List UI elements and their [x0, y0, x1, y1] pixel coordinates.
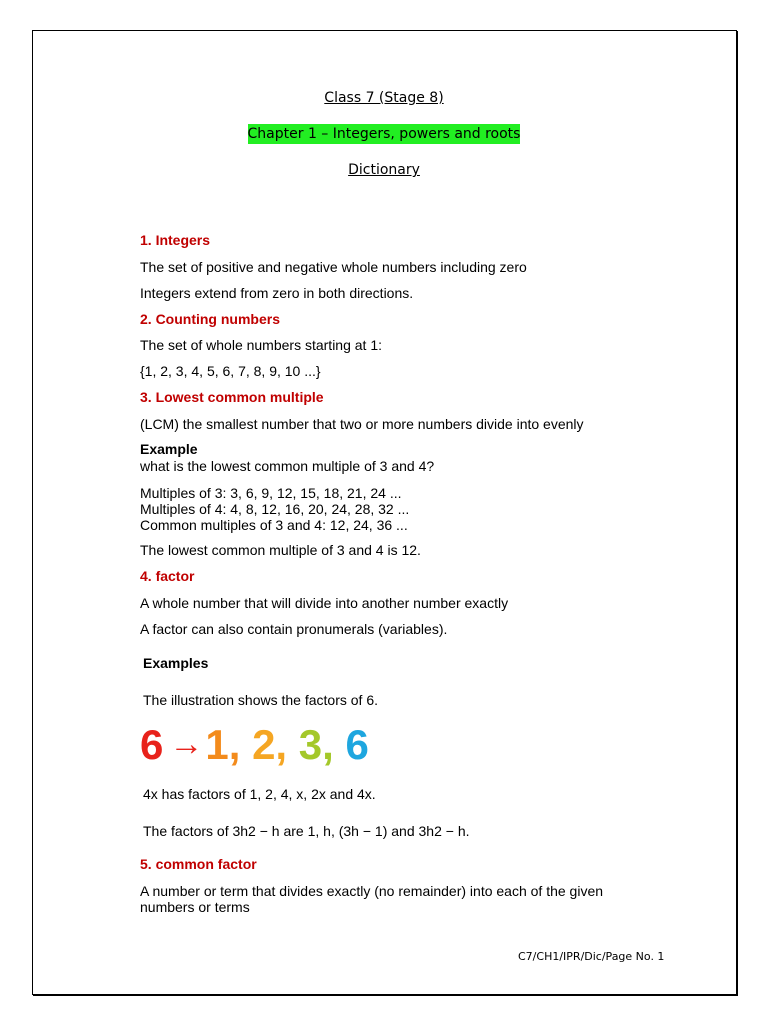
counting-line-1: The set of whole numbers starting at 1: [140, 337, 383, 353]
common-factor-line-2: numbers or terms [140, 899, 250, 915]
factors-illustration [140, 720, 369, 769]
factor-1: 1 [205, 721, 229, 768]
factor-example-4x: 4x has factors of 1, 2, 4, x, 2x and 4x. [143, 786, 376, 802]
factor-2: 2 [252, 721, 276, 768]
lcm-conclusion: The lowest common multiple of 3 and 4 is 12. [140, 542, 421, 558]
factor-separator: , [228, 721, 241, 768]
lcm-common-multiples: Common multiples of 3 and 4: 12, 24, 36 ... [140, 517, 408, 533]
chapter-title: Chapter 1 – Integers, powers and roots [247, 126, 521, 142]
factor-illustration-number: 6 [140, 721, 164, 768]
section-heading-integers: 1. Integers [140, 232, 211, 248]
factor-line-2: A factor can also contain pronumerals (variables). [140, 621, 448, 637]
section-heading-common-factor: 5. common factor [140, 856, 257, 872]
integers-line-2: Integers extend from zero in both directions. [140, 285, 414, 301]
chapter-title-wrap [0, 126, 768, 142]
factor-line-1: A whole number that will divide into another number exactly [140, 595, 509, 611]
common-factor-line-1: A number or term that divides exactly (no remainder) into each of the given [140, 883, 604, 899]
class-title: Class 7 (Stage 8) [324, 90, 444, 106]
dictionary-title-wrap [0, 162, 768, 178]
section-heading-lcm: 3. Lowest common multiple [140, 389, 324, 405]
dictionary-title: Dictionary [348, 162, 420, 178]
factor-3: 3 [298, 721, 323, 768]
section-heading-counting: 2. Counting numbers [140, 311, 280, 327]
factor-illustration-caption: The illustration shows the factors of 6. [143, 692, 378, 708]
factor-examples-label: Examples [143, 655, 209, 671]
counting-line-2: {1, 2, 3, 4, 5, 6, 7, 8, 9, 10 ...} [140, 363, 321, 379]
factor-4: 6 [345, 721, 369, 768]
factor-example-3h2: The factors of 3h2 − h are 1, h, (3h − 1) and 3h2 − h. [143, 823, 470, 839]
footer-page-ref: C7/CH1/IPR/Dic/Page No. 1 [518, 950, 665, 963]
factor-separator: , [322, 721, 334, 768]
class-title-wrap [0, 90, 768, 106]
integers-line-1: The set of positive and negative whole numbers including zero [140, 259, 527, 275]
section-heading-factor: 4. factor [140, 568, 195, 584]
lcm-multiples-4: Multiples of 4: 4, 8, 12, 16, 20, 24, 28, 32 ... [140, 501, 410, 517]
arrow-right-icon: → [169, 725, 204, 763]
lcm-definition: (LCM) the smallest number that two or more numbers divide into evenly [140, 416, 584, 432]
lcm-multiples-3: Multiples of 3: 3, 6, 9, 12, 15, 18, 21, 24 ... [140, 485, 402, 501]
lcm-example-label: Example [140, 441, 198, 457]
lcm-question: what is the lowest common multiple of 3 and 4? [140, 458, 435, 474]
factor-separator: , [275, 721, 288, 768]
